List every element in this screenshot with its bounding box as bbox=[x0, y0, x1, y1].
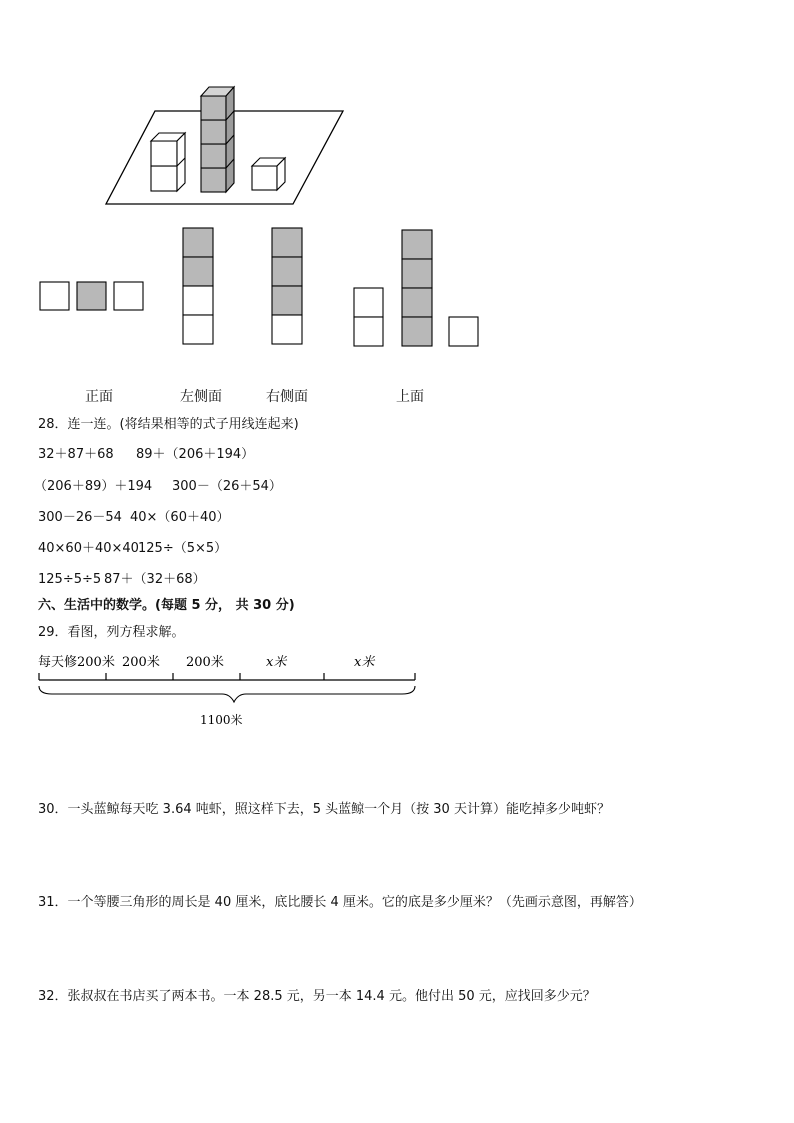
q28-row-2-left[interactable]: （206＋89）＋194 bbox=[34, 479, 153, 494]
top-view-figure bbox=[352, 228, 482, 350]
q28-row-4-left[interactable]: 40×60＋40×40 bbox=[38, 541, 139, 556]
q28-row-2-right[interactable]: 300－（26＋54） bbox=[172, 479, 282, 494]
middle-cube-stack bbox=[201, 87, 234, 192]
right-cube bbox=[252, 158, 285, 190]
right-view-label: 右侧面 bbox=[266, 389, 308, 405]
top-view-label: 上面 bbox=[396, 389, 424, 405]
q28-row-3-right[interactable]: 40×（60＋40） bbox=[130, 510, 230, 525]
left-view-label: 左侧面 bbox=[180, 389, 222, 405]
q29-total-label: 1100米 bbox=[200, 713, 243, 727]
q29-label-4: x米 bbox=[266, 655, 287, 670]
left-cube-stack bbox=[151, 133, 185, 191]
q28-row-1-left[interactable]: 32＋87＋68 bbox=[38, 447, 114, 462]
q29-label-3: 200米 bbox=[186, 655, 224, 670]
q29-brace bbox=[39, 686, 415, 702]
q28-row-5-left[interactable]: 125÷5÷5 bbox=[38, 572, 102, 587]
front-view-label: 正面 bbox=[85, 389, 113, 405]
left-side-view-figure bbox=[182, 227, 216, 349]
q29-label-1: 每天修200米 bbox=[38, 655, 115, 670]
cube-arrangement-figure bbox=[100, 80, 350, 210]
q28-row-4-right[interactable]: 125÷（5×5） bbox=[138, 541, 228, 556]
q29-title: 29．看图，列方程求解。 bbox=[38, 625, 185, 640]
q28-row-3-left[interactable]: 300－26－54 bbox=[38, 510, 122, 525]
q28-row-1-right[interactable]: 89＋（206＋194） bbox=[136, 447, 255, 462]
q28-title: 28．连一连。(将结果相等的式子用线连起来) bbox=[38, 417, 299, 432]
q29-segment-diagram bbox=[34, 648, 434, 733]
q29-label-2: 200米 bbox=[122, 655, 160, 670]
q30-text: 30．一头蓝鲸每天吃 3.64 吨虾，照这样下去，5 头蓝鲸一个月（按 30 天计算）能吃掉多少吨虾？ bbox=[38, 802, 610, 817]
front-view-figure bbox=[38, 280, 148, 314]
q32-text: 32．张叔叔在书店买了两本书。一本 28.5 元，另一本 14.4 元。他付出 50 元，应找回多少元？ bbox=[38, 989, 596, 1004]
right-side-view-figure bbox=[271, 227, 305, 349]
section-6-title: 六、生活中的数学。(每题 5 分， 共 30 分) bbox=[38, 598, 295, 613]
q31-text: 31．一个等腰三角形的周长是 40 厘米，底比腰长 4 厘米。它的底是多少厘米？（先画示意图，再解答） bbox=[38, 895, 642, 910]
q29-label-5: x米 bbox=[354, 655, 375, 670]
q28-row-5-right[interactable]: 87＋（32＋68） bbox=[104, 572, 206, 587]
